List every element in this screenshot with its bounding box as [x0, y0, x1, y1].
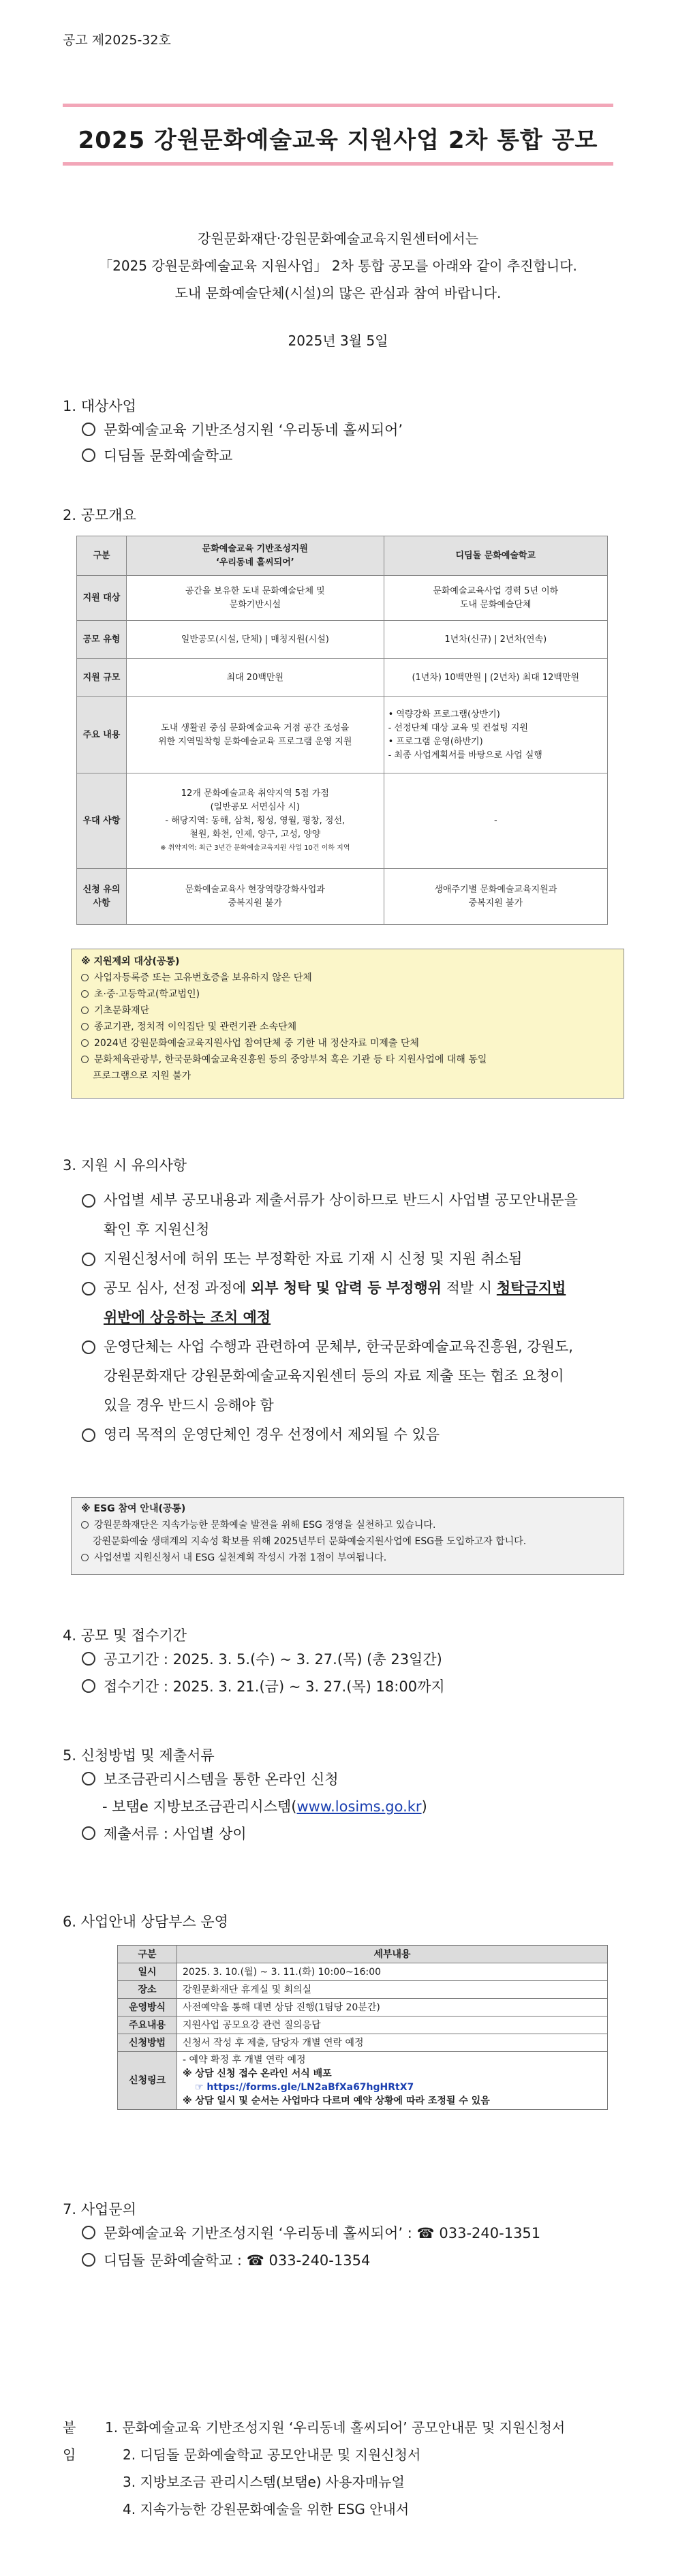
list-item: 사업선별 지원신청서 내 ESG 실천계획 작성시 가점 1점이 부여됩니다.	[81, 1550, 614, 1566]
title-top-rule	[63, 104, 613, 107]
consult-form-link[interactable]: ☞ https://forms.gle/LN2aBfXa67hgHRtX7	[195, 2082, 414, 2093]
intro-line: 「2025 강원문화예술교육 지원사업」 2차 통합 공모를 아래와 같이 추진합니다.	[99, 258, 577, 274]
table-row: 공모 유형 일반공모(시설, 단체) | 매칭지원(시설) 1년차(신규) | 2년차(연속)	[77, 621, 608, 659]
list-item: 공모 심사, 선정 과정에 외부 청탁 및 압력 등 부정행위 적발 시 청탁금지법 위반에 상응하는 조치 예정	[82, 1274, 620, 1332]
intro-text	[63, 225, 613, 307]
table-row: 신청방법 신청서 작성 후 제출, 담당자 개별 연락 예정	[118, 2034, 608, 2052]
circle-bullet-icon	[82, 1679, 95, 1693]
list-item-continued: 프로그램으로 지원 불가	[93, 1071, 191, 1082]
consult-table	[117, 1945, 608, 2110]
losims-link[interactable]: www.losims.go.kr	[296, 1798, 422, 1815]
attachments-list	[105, 2414, 636, 2523]
section-heading: 4. 공모 및 접수기간	[63, 1627, 187, 1644]
table-row: 장소 강원문화재단 휴게실 및 회의실	[118, 1981, 608, 1999]
list-item: 문화체육관광부, 한국문화예술교육진흥원 등의 중앙부처 혹은 기관 등 타 지원사업에 대해 동일	[81, 1052, 614, 1068]
table-row: 신청 유의 사항 문화예술교육사 현장역량강화사업과 중복지원 불가 생애주기별 문화예술교육지원과 중복지원 불가	[77, 869, 608, 925]
box-title: ※ ESG 참여 안내(공통)	[81, 1503, 186, 1514]
section-heading: 1. 대상사업	[63, 398, 136, 414]
list-item: 강원문화재단은 지속가능한 문화예술 발전을 위해 ESG 경영을 실천하고 있습니다.	[81, 1517, 614, 1533]
table-row: 지원 대상 공간을 보유한 도내 문화예술단체 및 문화기반시설 문화예술교육사업 경력 5년 이하 도내 문화예술단체	[77, 576, 608, 621]
list-item: 운영단체는 사업 수행과 관련하여 문체부, 한국문화예술교육진흥원, 강원도, 강원문화재단 강원문화예술교육지원센터 등의 자료 제출 또는 협조 요청이 있을 경우 반드시 응해야 함	[82, 1332, 620, 1420]
intro-line: 강원문화재단·강원문화예술교육지원센터에서는	[197, 230, 479, 247]
circle-bullet-icon	[82, 2253, 95, 2267]
circle-bullet-icon	[82, 1772, 95, 1785]
circle-bullet-icon	[82, 1652, 95, 1666]
overview-table	[76, 536, 608, 925]
list-item: 종교기관, 정치적 이익집단 및 관련기관 소속단체	[81, 1019, 614, 1035]
attachment-item[interactable]: 4. 지속가능한 강원문화예술을 위한 ESG 안내서	[123, 2501, 410, 2517]
section-heading: 3. 지원 시 유의사항	[63, 1157, 187, 1174]
circle-bullet-icon	[81, 990, 89, 998]
table-header: 디딤돌 문화예술학교	[384, 536, 607, 576]
section-heading: 5. 신청방법 및 제출서류	[63, 1747, 215, 1764]
list-item: 보조금관리시스템을 통한 온라인 신청	[82, 1766, 339, 1792]
table-header: 문화예술교육 기반조성지원 ‘우리동네 홀씨되어’	[127, 536, 384, 576]
section-heading: 7. 사업문의	[63, 2201, 136, 2218]
table-header: 구분	[118, 1946, 177, 1963]
attachment-item[interactable]: 3. 지방보조금 관리시스템(보탬e) 사용자매뉴얼	[123, 2474, 405, 2490]
section-heading: 2. 공모개요	[63, 507, 136, 523]
box-title: ※ 지원제외 대상(공통)	[81, 956, 180, 967]
table-header: 구분	[77, 536, 127, 576]
attachments-label: 붙임	[63, 2419, 76, 2463]
circle-bullet-icon	[82, 1194, 95, 1208]
list-item-continued: 강원문화예술 생태계의 지속성 확보를 위해 2025년부터 문화예술지원사업에 ESG를 도입하고자 합니다.	[93, 1536, 527, 1547]
table-row: 우대 사항 12개 문화예술교육 취약지역 5점 가점 (일반공모 서면심사 시) - 해당지역: 동해, 삼척, 횡성, 영월, 평창, 정선, 철원, 화천, 인제, 양구, 고성, 양양 ※ 취약지역: 최근 3년간 문화예술교육지원 사업 10건 이하 지역 -	[77, 773, 608, 869]
table-header: 세부내용	[177, 1946, 608, 1963]
contact-item: 문화예술교육 기반조성지원 ‘우리동네 홀씨되어’ : ☎ 033-240-1351	[82, 2220, 540, 2246]
circle-bullet-icon	[82, 1826, 95, 1840]
circle-bullet-icon	[82, 1282, 95, 1295]
circle-bullet-icon	[82, 1253, 95, 1266]
circle-bullet-icon	[81, 1056, 89, 1063]
table-row: 주요내용 지원사업 공모요강 관련 질의응답	[118, 2017, 608, 2034]
phone-number[interactable]: 033-240-1351	[439, 2225, 541, 2241]
exclusion-notice-box	[71, 949, 624, 1099]
table-row: 지원 규모 최대 20백만원 (1년차) 10백만원 | (2년차) 최대 12백만원	[77, 659, 608, 697]
table-row: 운영방식 사전예약을 통해 대면 상담 진행(1팀당 20분간)	[118, 1999, 608, 2017]
announcement-number: 공고 제2025-32호	[63, 33, 171, 48]
list-item: 2024년 강원문화예술교육지원사업 참여단체 중 기한 내 정산자료 미제출 단체	[81, 1035, 614, 1052]
phone-number[interactable]: 033-240-1354	[268, 2252, 371, 2269]
list-item: 제출서류 : 사업별 상이	[82, 1821, 247, 1847]
list-item: 사업별 세부 공모내용과 제출서류가 상이하므로 반드시 사업별 공모안내문을 확인 후 지원신청	[82, 1186, 620, 1244]
list-item: 기초문화재단	[81, 1002, 614, 1019]
circle-bullet-icon	[81, 974, 89, 981]
intro-line: 도내 문화예술단체(시설)의 많은 관심과 참여 바랍니다.	[174, 285, 502, 301]
list-item: 영리 목적의 운영단체인 경우 선정에서 제외될 수 있음	[82, 1420, 620, 1450]
section-heading: 6. 사업안내 상담부스 운영	[63, 1914, 228, 1930]
circle-bullet-icon	[82, 448, 95, 462]
list-item: 초·중·고등학교(학교법인)	[81, 986, 614, 1002]
caution-list	[82, 1186, 620, 1450]
list-item: 디딤돌 문화예술학교	[82, 443, 232, 469]
list-item: 사업자등록증 또는 고유번호증을 보유하지 않은 단체	[81, 970, 614, 986]
announcement-date: 2025년 3월 5일	[288, 333, 388, 349]
circle-bullet-icon	[81, 1554, 89, 1561]
esg-notice-box	[71, 1497, 624, 1575]
circle-bullet-icon	[81, 1007, 89, 1014]
attachment-item[interactable]: 2. 디딤돌 문화예술학교 공모안내문 및 지원신청서	[123, 2447, 421, 2463]
phone-icon: ☎	[246, 2252, 264, 2269]
page-title: 2025 강원문화예술교육 지원사업 2차 통합 공모	[78, 127, 598, 154]
list-subitem: - 보탬e 지방보조금관리시스템(www.losims.go.kr)	[102, 1798, 427, 1815]
table-row: 신청링크 - 예약 확정 후 개별 연락 예정 ※ 상담 신청 접수 온라인 서식 배포 ☞ https://forms.gle/LN2aBfXa67hgHRtX7 ※ 상담 일시 및 순서는 사업마다 다르며 예약 상황에 따라 조정될 수 있음	[118, 2052, 608, 2110]
list-item: 문화예술교육 기반조성지원 ‘우리동네 홀씨되어’	[82, 417, 403, 443]
attachment-item[interactable]: 1. 문화예술교육 기반조성지원 ‘우리동네 홀씨되어’ 공모안내문 및 지원신청서	[105, 2419, 566, 2436]
phone-icon: ☎	[416, 2225, 435, 2241]
list-item: 공고기간 : 2025. 3. 5.(수) ~ 3. 27.(목) (총 23일간)	[82, 1646, 442, 1672]
table-row: 일시 2025. 3. 10.(월) ~ 3. 11.(화) 10:00~16:00	[118, 1963, 608, 1981]
circle-bullet-icon	[81, 1521, 89, 1529]
circle-bullet-icon	[81, 1039, 89, 1047]
circle-bullet-icon	[82, 1340, 95, 1354]
list-item: 접수기간 : 2025. 3. 21.(금) ~ 3. 27.(목) 18:00까지	[82, 1674, 445, 1700]
circle-bullet-icon	[82, 1428, 95, 1442]
circle-bullet-icon	[82, 423, 95, 436]
table-row: 주요 내용 도내 생활권 중심 문화예술교육 거점 공간 조성을 위한 지역밀착형 문화예술교육 프로그램 운영 지원 • 역량강화 프로그램(상반기) - 선정단체 대상 교육 및 컨설팅 지원 • 프로그램 운영(하반기) - 최종 사업계획서를 바탕으로 사업 실행	[77, 697, 608, 773]
title-bottom-rule	[63, 162, 613, 166]
circle-bullet-icon	[82, 2226, 95, 2239]
list-item: 지원신청서에 허위 또는 부정확한 자료 기재 시 신청 및 지원 취소됨	[82, 1244, 620, 1274]
contact-item: 디딤돌 문화예술학교 : ☎ 033-240-1354	[82, 2248, 370, 2273]
circle-bullet-icon	[81, 1023, 89, 1030]
